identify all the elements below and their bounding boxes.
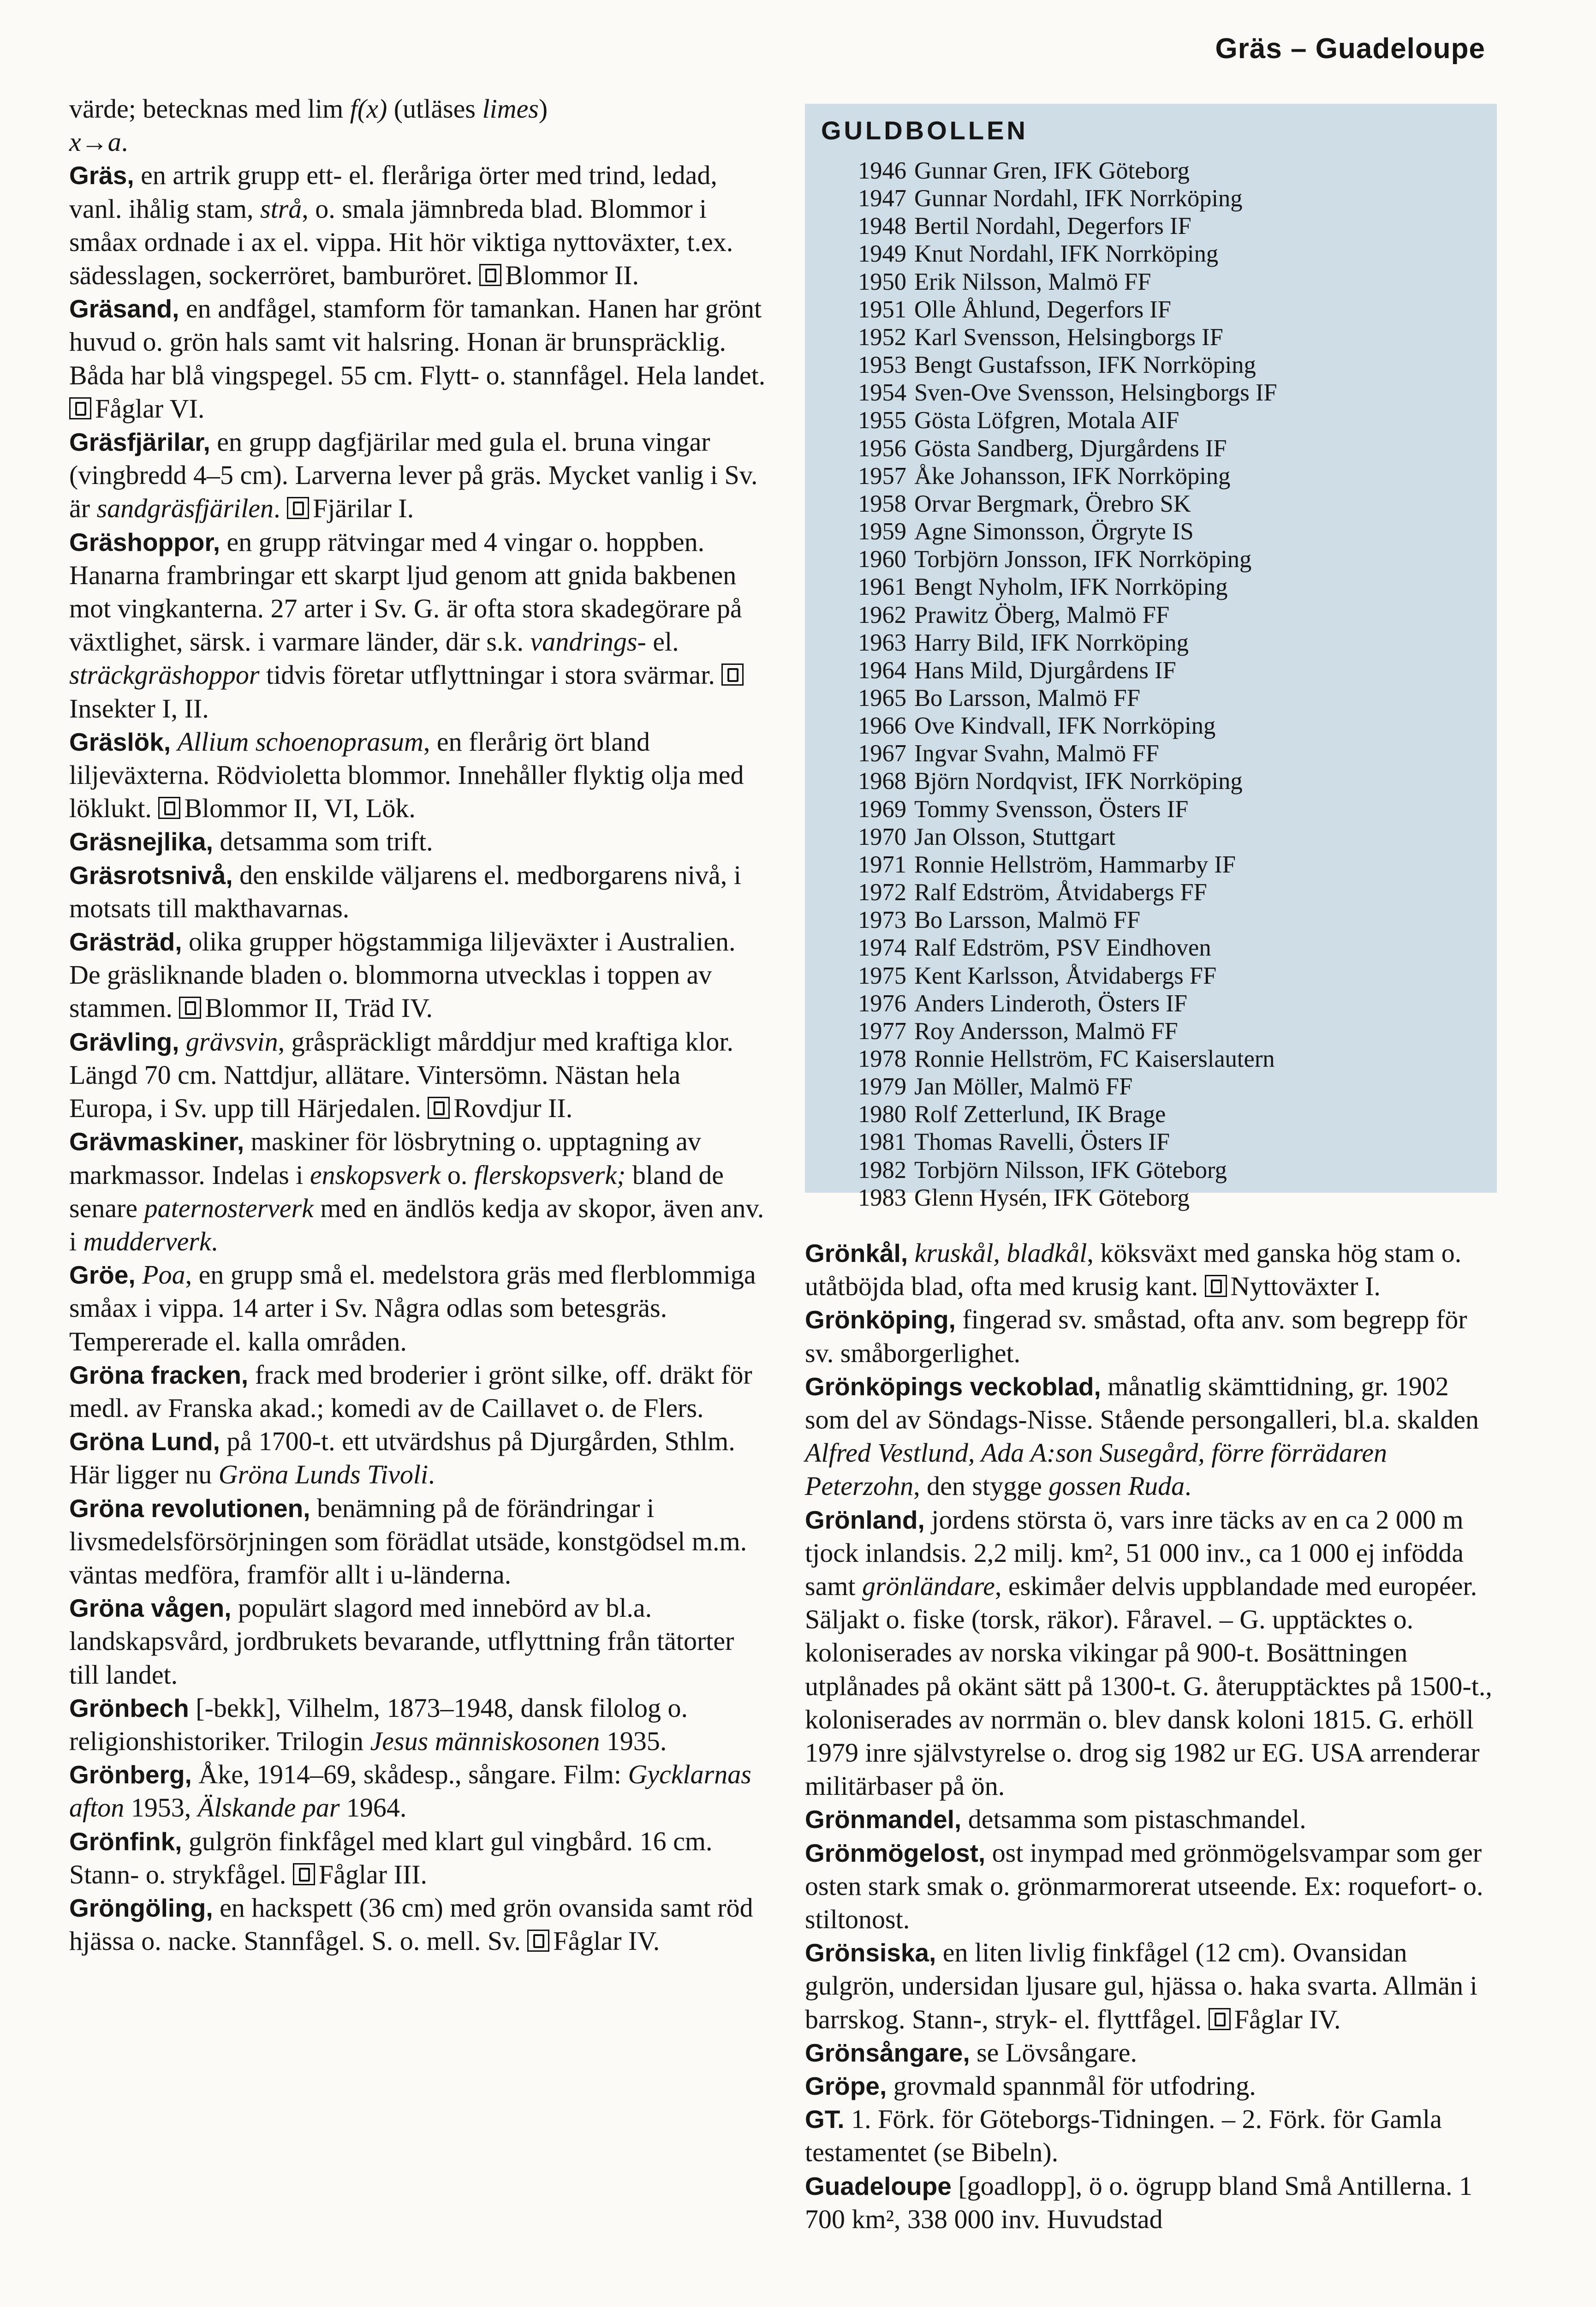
headword: Gröpe,: [805, 2072, 887, 2101]
winner-name: Kent Karlsson, Åtvidabergs FF: [914, 962, 1217, 989]
headword: Gräsand,: [69, 294, 179, 323]
winner-year: 1963: [858, 629, 906, 656]
winner-name: Rolf Zetterlund, IK Brage: [914, 1101, 1166, 1128]
winner-year: 1958: [858, 490, 906, 517]
winner-year: 1982: [858, 1156, 906, 1183]
winner-row: [858, 1184, 1485, 1212]
winner-row: [858, 323, 1485, 351]
entry-grona-vagen: Gröna vågen, populärt slagord med innebörd av bl.a. landskapsvård, jordbrukets bevarande, utflyttning från tätorter till landet.: [69, 1593, 734, 1690]
winner-row: [858, 823, 1485, 851]
winner-name: Agne Simonsson, Örgryte IS: [914, 518, 1194, 545]
winner-row: [858, 573, 1485, 601]
winner-name: Karl Svensson, Helsingborgs IF: [914, 323, 1223, 351]
winner-year: 1981: [858, 1129, 906, 1156]
winner-name: Gunnar Nordahl, IFK Norrköping: [914, 185, 1243, 212]
entry-gronmogelost: Grönmögelost, ost inympad med grönmögelsvampar som ger osten stark smak o. grönmarmorerat utseende. Ex: roquefort- o. stiltonost.: [805, 1837, 1483, 1935]
winner-row: [858, 1156, 1485, 1184]
winner-year: 1955: [858, 407, 906, 434]
winner-name: Orvar Bergmark, Örebro SK: [914, 490, 1191, 517]
winner-name: Gösta Sandberg, Djurgårdens IF: [914, 435, 1227, 462]
winner-row: [858, 490, 1485, 518]
winner-row: [858, 767, 1485, 795]
headword: Gröna Lund,: [69, 1427, 220, 1456]
entry-grona-lund: Gröna Lund, på 1700-t. ett utvärdshus på Djurgården, Sthlm. Här ligger nu Gröna Lunds Tivoli.: [69, 1426, 735, 1490]
headword: Guadeloupe: [805, 2171, 952, 2200]
book-reference-icon: [69, 397, 91, 419]
winner-row: [858, 435, 1485, 462]
winner-name: Torbjörn Jonsson, IFK Norrköping: [914, 546, 1252, 573]
winner-year: 1970: [858, 823, 906, 850]
headword: Grästräd,: [69, 927, 182, 956]
winner-name: Bengt Gustafsson, IFK Norrköping: [914, 352, 1256, 379]
winner-row: [858, 657, 1485, 684]
right-column: [805, 1237, 1497, 2236]
headword: Grönbech: [69, 1693, 189, 1722]
winner-row: [858, 851, 1485, 879]
winner-row: [858, 157, 1485, 185]
winner-name: Gunnar Gren, IFK Göteborg: [914, 157, 1190, 184]
entry-gronsangare: Grönsångare, se Lövsångare.: [805, 2037, 1137, 2068]
winner-row: [858, 462, 1485, 490]
winner-row: [858, 962, 1485, 990]
winner-year: 1952: [858, 323, 906, 351]
winner-year: 1956: [858, 435, 906, 462]
entry-gt: GT. 1. Förk. för Göteborgs-Tidningen. – 2. Förk. för Gamla testamentet (se Bibeln).: [805, 2104, 1442, 2168]
winner-name: Glenn Hysén, IFK Göteborg: [914, 1184, 1190, 1211]
entry-grasfjarilar: Gräsfjärilar, en grupp dagfjärilar med gula el. bruna vingar (vingbredd 4–5 cm). Larverna lever på gräs. Mycket vanlig i Sv. är sandgräsfjärilen. Fjärilar I.: [69, 427, 758, 524]
winner-year: 1947: [858, 185, 906, 212]
entry-gronland: Grönland, jordens största ö, vars inre täcks av en ca 2 000 m tjock inlandsis. 2,2 milj. km², 51 000 inv., ca 1 000 ej infödda samt grönländare, eskimåer delvis uppblandade med européer. Säljakt o. fiske (torsk, räkor). Fåravel. – G. upptäcktes o. koloniserades av norska vikingar på 900-t. Bosättningen utplånades på okänt sätt på 1300-t. G. återupptäcktes på 1500-t., koloniserades av norrmän o. blev dansk koloni 1815. G. erhöll 1979 inre självstyrelse o. drog sig 1982 ur EG. USA arrenderar militärbaser på ön.: [805, 1504, 1492, 1801]
entry-grasand: Gräsand, en andfågel, stamform för tamankan. Hanen har grönt huvud o. grön hals samt vit halsring. Honan är brunspräcklig. Båda har blå vingspegel. 55 cm. Flytt- o. stannfågel. Hela landet. Fåglar VI.: [69, 293, 766, 424]
book-reference-icon: [179, 997, 201, 1019]
winner-year: 1953: [858, 352, 906, 379]
winner-year: 1949: [858, 240, 906, 268]
headword: Gröna revolutionen,: [69, 1494, 310, 1523]
book-reference-icon: [1205, 1275, 1227, 1297]
winner-name: Ralf Edström, PSV Eindhoven: [914, 934, 1211, 962]
winner-year: 1959: [858, 518, 906, 545]
winner-row: [858, 545, 1485, 573]
headword: Grävmaskiner,: [69, 1127, 244, 1156]
winner-year: 1965: [858, 684, 906, 711]
winner-name: Ove Kindvall, IFK Norrköping: [914, 712, 1216, 740]
winner-name: Knut Nordahl, IFK Norrköping: [914, 240, 1219, 268]
winner-row: [858, 518, 1485, 545]
headword: Gräsfjärilar,: [69, 428, 210, 457]
winner-row: [858, 684, 1485, 712]
winner-name: Hans Mild, Djurgårdens IF: [914, 657, 1176, 684]
winner-year: 1971: [858, 851, 906, 878]
headword: Grönsångare,: [805, 2038, 970, 2067]
headword: Gröe,: [69, 1261, 136, 1290]
winner-year: 1962: [858, 601, 906, 628]
book-reference-icon: [287, 497, 309, 519]
entry-grashoppor: Gräshoppor, en grupp rätvingar med 4 vingar o. hoppben. Hanarna frambringar ett skarpt ljud genom att gnida bakbenen mot vingkanterna. 27 arter i Sv. G. är ofta stora skadegörare på växtlighet, särsk. i varmare länder, där s.k. vandrings- el. sträckgräshoppor tidvis företar utflyttningar i stora svärmar. Insekter I, II.: [69, 526, 766, 725]
headword: Grönmandel,: [805, 1805, 962, 1834]
winner-name: Ingvar Svahn, Malmö FF: [914, 740, 1159, 767]
entry-grona-revolutionen: Gröna revolutionen, benämning på de förändringar i livsmedelsförsörjningen som förädlat utsäde, konstgödsel m.m. väntas medföra, framför allt i u-länderna.: [69, 1493, 747, 1590]
entry-grope: Gröpe, grovmald spannmål för utfodring.: [805, 2071, 1256, 2101]
winner-row: [858, 212, 1485, 240]
headword: Gröngöling,: [69, 1893, 213, 1922]
winner-name: Ronnie Hellström, FC Kaiserslautern: [914, 1046, 1275, 1072]
winner-year: 1957: [858, 462, 906, 490]
winner-year: 1960: [858, 546, 906, 573]
winner-row: [858, 934, 1485, 962]
winner-row: [858, 406, 1485, 434]
winner-name: Erik Nilsson, Malmö FF: [914, 268, 1151, 295]
winner-row: [858, 601, 1485, 629]
headword: Grönberg,: [69, 1760, 192, 1789]
winner-name: Torbjörn Nilsson, IFK Göteborg: [914, 1156, 1227, 1183]
winner-year: 1978: [858, 1046, 906, 1072]
winner-year: 1961: [858, 574, 906, 601]
winner-name: Björn Nordqvist, IFK Norrköping: [914, 768, 1243, 795]
guldbollen-title: GULDBOLLEN: [821, 116, 1028, 145]
winner-row: [858, 268, 1485, 296]
winner-name: Anders Linderoth, Östers IF: [914, 990, 1187, 1017]
winner-row: [858, 906, 1485, 934]
guldbollen-winner-list: [858, 157, 1485, 1212]
winner-year: 1946: [858, 157, 906, 184]
winner-name: Prawitz Öberg, Malmö FF: [914, 601, 1170, 628]
headword: Gräslök,: [69, 727, 171, 756]
entry-gronbech: Grönbech [-bekk], Vilhelm, 1873–1948, dansk filolog o. religionshistoriker. Trilogin Jesus människosonen 1935.: [69, 1692, 688, 1756]
left-column: [69, 92, 766, 1958]
entry-gronkopings-veckoblad: Grönköpings veckoblad, månatlig skämttidning, gr. 1902 som del av Söndags-Nisse. Stående persongalleri, bl.a. skalden Alfred Vestlund, Ada A:son Susegård, förre förrädaren Peterzohn, den stygge gossen Ruda.: [805, 1371, 1479, 1501]
book-reference-icon: [479, 264, 501, 286]
winner-year: 1948: [858, 213, 906, 240]
headword: Gräsrotsnivå,: [69, 861, 233, 890]
entry-gronsiska: Grönsiska, en liten livlig finkfågel (12 cm). Ovansidan gulgrön, undersidan ljusare gul, hjässa o. haka svarta. Allmän i barrskog. Stann-, stryk- el. flyttfågel. Fåglar IV.: [805, 1937, 1477, 2034]
book-reference-icon: [158, 797, 180, 819]
winner-name: Åke Johansson, IFK Norrköping: [914, 462, 1231, 490]
winner-year: 1954: [858, 379, 906, 406]
entry-graslok: Gräslök, Allium schoenoprasum, en flerårig ört bland liljeväxterna. Rödvioletta blommor. Innehåller flyktig olja med löklukt. Blommor II, VI, Lök.: [69, 726, 744, 824]
running-header: Gräs – Guadeloupe: [1215, 33, 1485, 65]
winner-row: [858, 296, 1485, 323]
winner-year: 1951: [858, 296, 906, 323]
book-reference-icon: [293, 1863, 315, 1885]
book-reference-icon: [527, 1930, 549, 1952]
winner-row: [858, 351, 1485, 379]
winner-name: Harry Bild, IFK Norrköping: [914, 629, 1189, 656]
winner-year: 1979: [858, 1073, 906, 1100]
entry-guadeloupe: Guadeloupe [goadlopp], ö o. ögrupp bland Små Antillerna. 1 700 km², 338 000 inv. Huvudstad: [805, 2170, 1473, 2234]
winner-year: 1974: [858, 934, 906, 962]
headword: Gräshoppor,: [69, 527, 220, 556]
winner-row: [858, 795, 1485, 823]
headword: Grönmögelost,: [805, 1838, 986, 1867]
entry-groe: Gröe, Poa, en grupp små el. medelstora gräs med flerblommiga småax i vippa. 14 arter i Sv. Några odlas som betesgräs. Tempererade el. kalla områden.: [69, 1260, 756, 1357]
winner-name: Bengt Nyholm, IFK Norrköping: [914, 574, 1228, 601]
entry-gronfink: Grönfink, gulgrön finkfågel med klart gul vingbård. 16 cm. Stann- o. strykfågel. Fåglar III.: [69, 1826, 713, 1889]
headword: GT.: [805, 2105, 845, 2134]
entry-fragment: värde; betecknas med lim f(x) (utläses limes) x→a.: [69, 94, 548, 157]
winner-name: Thomas Ravelli, Östers IF: [914, 1129, 1170, 1156]
entry-grastrad: Grästräd, olika grupper högstammiga liljeväxter i Australien. De gräsliknande bladen o. blommorna utvecklas i toppen av stammen. Blommor II, Träd IV.: [69, 926, 736, 1023]
winner-year: 1967: [858, 740, 906, 767]
winner-row: [858, 1128, 1485, 1156]
headword: Gröna vågen,: [69, 1594, 232, 1623]
winner-name: Ralf Edström, Åtvidabergs FF: [914, 879, 1207, 906]
winner-name: Roy Andersson, Malmö FF: [914, 1017, 1178, 1045]
winner-year: 1975: [858, 962, 906, 989]
winner-row: [858, 990, 1485, 1017]
winner-row: [858, 379, 1485, 406]
entry-gronmandel: Grönmandel, detsamma som pistaschmandel.: [805, 1804, 1306, 1835]
winner-row: [858, 629, 1485, 657]
winner-name: Ronnie Hellström, Hammarby IF: [914, 851, 1236, 878]
winner-year: 1950: [858, 268, 906, 295]
winner-row: [858, 1100, 1485, 1128]
entry-gronkal: Grönkål, kruskål, bladkål, köksväxt med ganska hög stam o. utåtböjda blad, ofta med krusig kant. Nyttoväxter I.: [805, 1238, 1462, 1302]
headword: Gröna fracken,: [69, 1360, 249, 1389]
winner-year: 1964: [858, 657, 906, 684]
winner-row: [858, 1045, 1485, 1073]
winner-name: Bo Larsson, Malmö FF: [914, 907, 1141, 934]
winner-row: [858, 1017, 1485, 1045]
winner-name: Tommy Svensson, Östers IF: [914, 795, 1189, 823]
headword: Grönköpings veckoblad,: [805, 1372, 1101, 1401]
winner-year: 1972: [858, 879, 906, 906]
winner-year: 1973: [858, 907, 906, 934]
winner-year: 1980: [858, 1101, 906, 1128]
winner-row: [858, 879, 1485, 906]
book-reference-icon: [1209, 2008, 1231, 2030]
winner-name: Jan Olsson, Stuttgart: [914, 823, 1116, 850]
entry-gravmaskiner: Grävmaskiner, maskiner för lösbrytning o. upptagning av markmassor. Indelas i enskopsverk o. flerskopsverk; bland de senare paternosterverk med en ändlös kedja av skopor, även anv. i mudderverk.: [69, 1126, 764, 1256]
entry-gras: Gräs, en artrik grupp ett- el. fleråriga örter med trind, ledad, vanl. ihålig stam, strå, o. smala jämnbreda blad. Blommor i småax ordnade i ax el. vippa. Hit hör viktiga nyttoväxter, t.ex. sädesslagen, sockerröret, bamburöret. Blommor II.: [69, 160, 733, 291]
winner-year: 1966: [858, 712, 906, 740]
headword: Gräs,: [69, 161, 134, 190]
winner-year: 1976: [858, 990, 906, 1017]
winner-year: 1983: [858, 1184, 906, 1211]
headword: Grönköping,: [805, 1305, 956, 1334]
entry-grona-fracken: Gröna fracken, frack med broderier i grönt silke, off. dräkt för medl. av Franska akad.; komedi av de Caillavet o. de Flers.: [69, 1359, 752, 1423]
winner-name: Gösta Löfgren, Motala AIF: [914, 407, 1179, 434]
entry-gronberg: Grönberg, Åke, 1914–69, skådesp., sångare. Film: Gycklarnas afton 1953, Älskande par 1964.: [69, 1759, 751, 1823]
winner-name: Bo Larsson, Malmö FF: [914, 684, 1141, 711]
winner-row: [858, 185, 1485, 212]
headword: Grönfink,: [69, 1827, 182, 1856]
winner-row: [858, 1073, 1485, 1100]
winner-year: 1977: [858, 1017, 906, 1045]
entry-grongoling: Gröngöling, en hackspett (36 cm) med grön ovansida samt röd hjässa o. nacke. Stannfågel. S. o. mell. Sv. Fåglar IV.: [69, 1892, 753, 1956]
winner-row: [858, 712, 1485, 740]
winner-name: Olle Åhlund, Degerfors IF: [914, 296, 1171, 323]
winner-year: 1969: [858, 795, 906, 823]
winner-name: Bertil Nordahl, Degerfors IF: [914, 213, 1191, 240]
headword: Grönkål,: [805, 1239, 908, 1267]
entry-gronkoping: Grönköping, fingerad sv. småstad, ofta anv. som begrepp för sv. småborgerlighet.: [805, 1304, 1467, 1368]
book-reference-icon: [428, 1097, 450, 1119]
headword: Grävling,: [69, 1027, 179, 1056]
entry-grasnejlika: Gräsnejlika, detsamma som trift.: [69, 826, 433, 857]
entry-grasrotsniva: Gräsrotsnivå, den enskilde väljarens el. medborgarens nivå, i motsats till makthavarnas.: [69, 860, 741, 923]
headword: Grönsiska,: [805, 1938, 936, 1967]
entry-gravling: Grävling, grävsvin, gråspräckligt mårddjur med kraftiga klor. Längd 70 cm. Nattdjur, allätare. Vintersömn. Nästan hela Europa, i Sv. upp till Härjedalen. Rovdjur II.: [69, 1026, 733, 1124]
headword: Gräsnejlika,: [69, 827, 213, 856]
winner-row: [858, 240, 1485, 268]
winner-name: Jan Möller, Malmö FF: [914, 1073, 1133, 1100]
book-reference-icon: [721, 663, 744, 686]
winner-name: Sven-Ove Svensson, Helsingborgs IF: [914, 379, 1277, 406]
winner-row: [858, 740, 1485, 767]
headword: Grönland,: [805, 1505, 925, 1534]
winner-year: 1968: [858, 768, 906, 795]
